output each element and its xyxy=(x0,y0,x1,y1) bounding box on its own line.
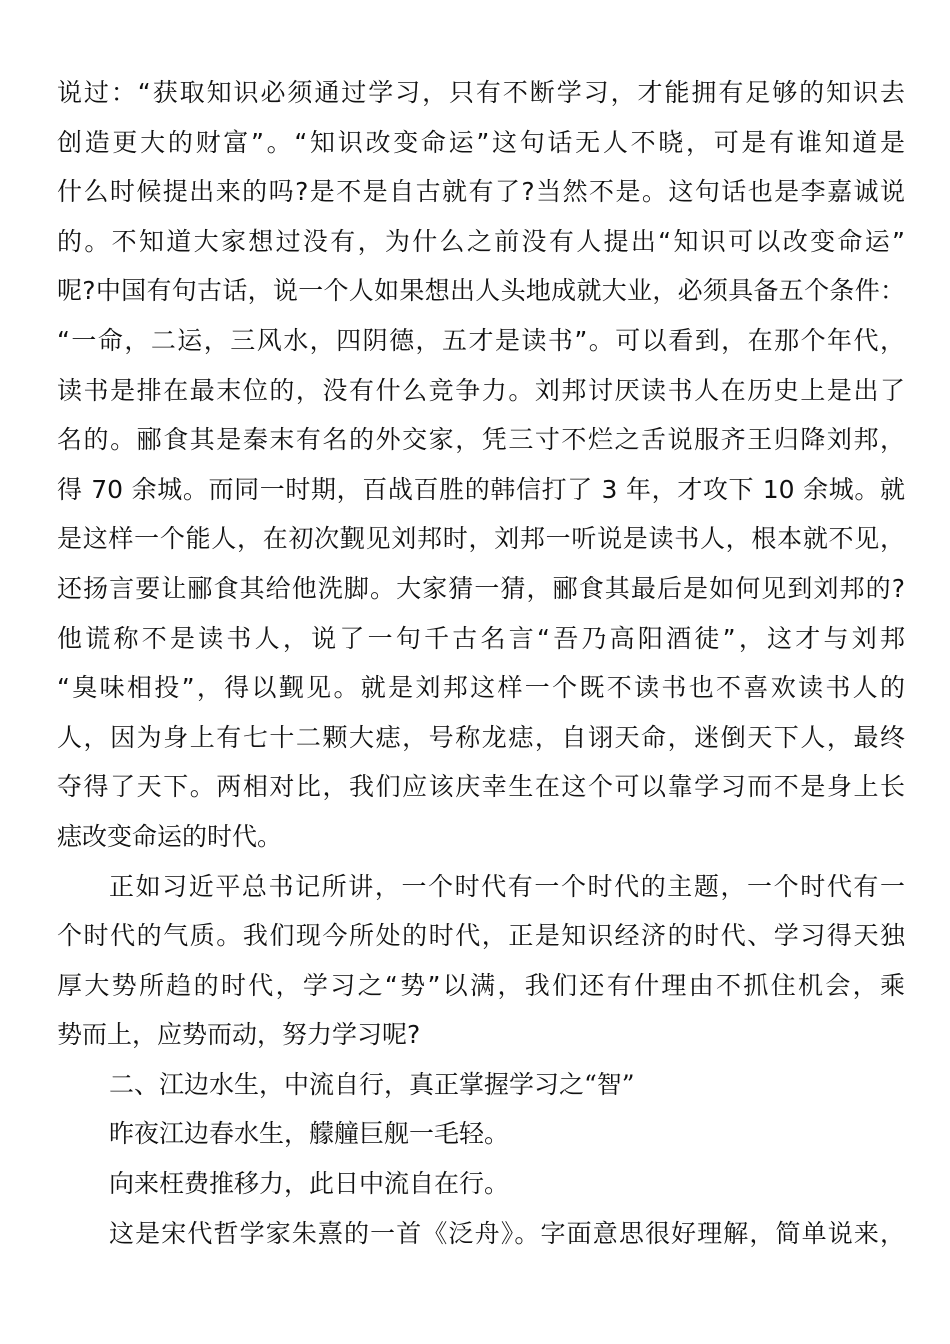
paragraph-line: 读书是排在最末位的，没有什么竞争力。刘邦讨厌读书人在历史上是出了 xyxy=(57,375,905,405)
document-body xyxy=(57,68,905,1258)
poem-line: 昨夜江边春水生，艨艟巨舰一毛轻。 xyxy=(109,1119,510,1149)
paragraph-line: 个时代的气质。我们现今所处的时代，正是知识经济的时代、学习得天独 xyxy=(57,921,905,951)
paragraph-line: “臭味相投”，得以觐见。就是刘邦这样一个既不读书也不喜欢读书人的 xyxy=(57,673,905,703)
paragraph-line: 呢?中国有句古话，说一个人如果想出人头地成就大业，必须具备五个条件： xyxy=(57,276,905,306)
paragraph-line: 人，因为身上有七十二颗大痣，号称龙痣，自诩天命，迷倒天下人，最终 xyxy=(57,722,905,752)
paragraph-line: 名的。郦食其是秦末有名的外交家，凭三寸不烂之舌说服齐王归降刘邦， xyxy=(57,425,905,455)
paragraph-line: 说过：“获取知识必须通过学习，只有不断学习，才能拥有足够的知识去 xyxy=(57,78,905,107)
paragraph-line: 还扬言要让郦食其给他洗脚。大家猜一猜，郦食其最后是如何见到刘邦的? xyxy=(57,573,905,603)
paragraph-line: 是这样一个能人，在初次觐见刘邦时，刘邦一听说是读书人，根本就不见， xyxy=(57,524,905,554)
paragraph-line: 正如习近平总书记所讲，一个时代有一个时代的主题，一个时代有一 xyxy=(109,871,905,901)
section-heading: 二、江边水生，中流自行，真正掌握学习之“智” xyxy=(109,1069,635,1099)
paragraph-line: 创造更大的财富”。“知识改变命运”这句话无人不晓，可是有谁知道是 xyxy=(57,127,905,157)
paragraph-line: 厚大势所趋的时代，学习之“势”以满，我们还有什理由不抓住机会，乘 xyxy=(57,970,905,1000)
paragraph-line: 痣改变命运的时代。 xyxy=(57,821,283,851)
paragraph-line: 的。不知道大家想过没有，为什么之前没有人提出“知识可以改变命运” xyxy=(57,226,905,256)
paragraph-line: 得 70 余城。而同一时期，百战百胜的韩信打了 3 年，才攻下 10 余城。就 xyxy=(57,474,905,504)
paragraph-line: 夺得了天下。两相对比，我们应该庆幸生在这个可以靠学习而不是身上长 xyxy=(57,772,905,802)
paragraph-line: 他谎称不是读书人，说了一句千古名言“吾乃高阳酒徒”，这才与刘邦 xyxy=(57,623,905,653)
paragraph-line: 势而上，应势而动，努力学习呢? xyxy=(57,1020,421,1050)
poem-line: 向来枉费推移力，此日中流自在行。 xyxy=(109,1169,510,1199)
paragraph-line: 什么时候提出来的吗?是不是自古就有了?当然不是。这句话也是李嘉诚说 xyxy=(57,177,905,207)
paragraph-line: “一命，二运，三风水，四阴德，五才是读书”。可以看到，在那个年代， xyxy=(57,325,905,355)
paragraph-line: 这是宋代哲学家朱熹的一首《泛舟》。字面意思很好理解，简单说来， xyxy=(109,1218,905,1248)
